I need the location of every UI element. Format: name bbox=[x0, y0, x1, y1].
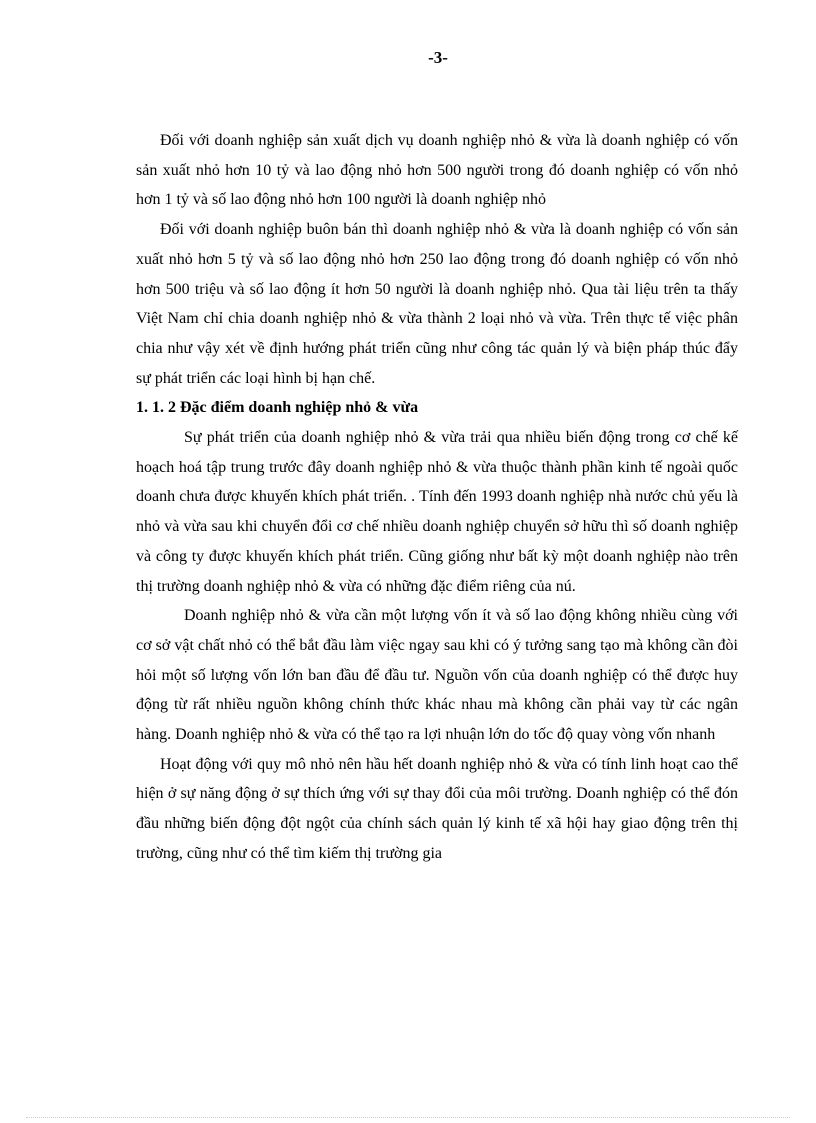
document-body bbox=[136, 126, 738, 869]
section-heading: 1. 1. 2 Đặc điểm doanh nghiệp nhỏ & vừa bbox=[136, 399, 419, 417]
paragraph-capital-labor: Doanh nghiệp nhỏ & vừa cần một lượng vốn ít và số lao động không nhiều cùng với cơ sở vật chất nhỏ có thể bắt đầu làm việc ngay sau khi có ý tưởng sang tạo mà không cần đòi hỏi một số lượng vốn lớn ban đầu để đầu tư. Nguồn vốn của doanh nghiệp có thể được huy động từ rất nhiều nguồn không chính thức khác nhau mà không cần phải vay từ các ngân hàng. Doanh nghiệp nhỏ & vừa có thể tạo ra lợi nhuận lớn do tốc độ quay vòng vốn nhanh bbox=[136, 607, 738, 744]
paragraph-development-history: Sự phát triển của doanh nghiệp nhỏ & vừa trải qua nhiều biến động trong cơ chế kế hoạch hoá tập trung trước đây doanh nghiệp nhỏ & vừa thuộc thành phần kinh tế ngoài quốc doanh chưa được khuyến khích phát triển. . Tính đến 1993 doanh nghiệp nhà nước chủ yếu là nhỏ và vừa sau khi chuyển đổi cơ chế nhiều doanh nghiệp chuyển sở hữu thì số doanh nghiệp và công ty được khuyến khích phát triển. Cũng giống như bất kỳ một doanh nghiệp nào trên thị trường doanh nghiệp nhỏ & vừa có những đặc điểm riêng của nú. bbox=[136, 429, 738, 595]
paragraph-flexibility: Hoạt động với quy mô nhỏ nên hầu hết doanh nghiệp nhỏ & vừa có tính linh hoạt cao thể hiện ở sự năng động ở sự thích ứng với sự thay đổi của môi trường. Doanh nghiệp có thể đón đầu những biến động đột ngột của chính sách quản lý kinh tế xã hội hay giao động trên thị trường, cũng như có thể tìm kiếm thị trường gia bbox=[136, 755, 738, 862]
page-number: -3- bbox=[428, 48, 448, 67]
page-bottom-divider bbox=[26, 1117, 790, 1118]
paragraph-trading: Đối với doanh nghiệp buôn bán thì doanh nghiệp nhỏ & vừa là doanh nghiệp có vốn sản xuất nhỏ hơn 5 tỷ và số lao động nhỏ hơn 250 lao động trong đó doanh nghiệp có vốn nhỏ hơn 500 triệu và số lao động ít hơn 50 người là doanh nghiệp nhỏ. Qua tài liệu trên ta thấy Việt Nam chỉ chia doanh nghiệp nhỏ & vừa thành 2 loại nhỏ và vừa. Trên thực tế việc phân chia như vậy xét về định hướng phát triển cũng như công tác quản lý và biện pháp thúc đẩy sự phát triển các loại hình bị hạn chế. bbox=[136, 221, 738, 387]
paragraph-production-services: Đối với doanh nghiệp sản xuất dịch vụ doanh nghiệp nhỏ & vừa là doanh nghiệp có vốn sản xuất nhỏ hơn 10 tỷ và lao động nhỏ hơn 500 người trong đó doanh nghiệp có vốn nhỏ hơn 1 tỷ và số lao động nhỏ hơn 100 người là doanh nghiệp nhỏ bbox=[136, 132, 738, 209]
